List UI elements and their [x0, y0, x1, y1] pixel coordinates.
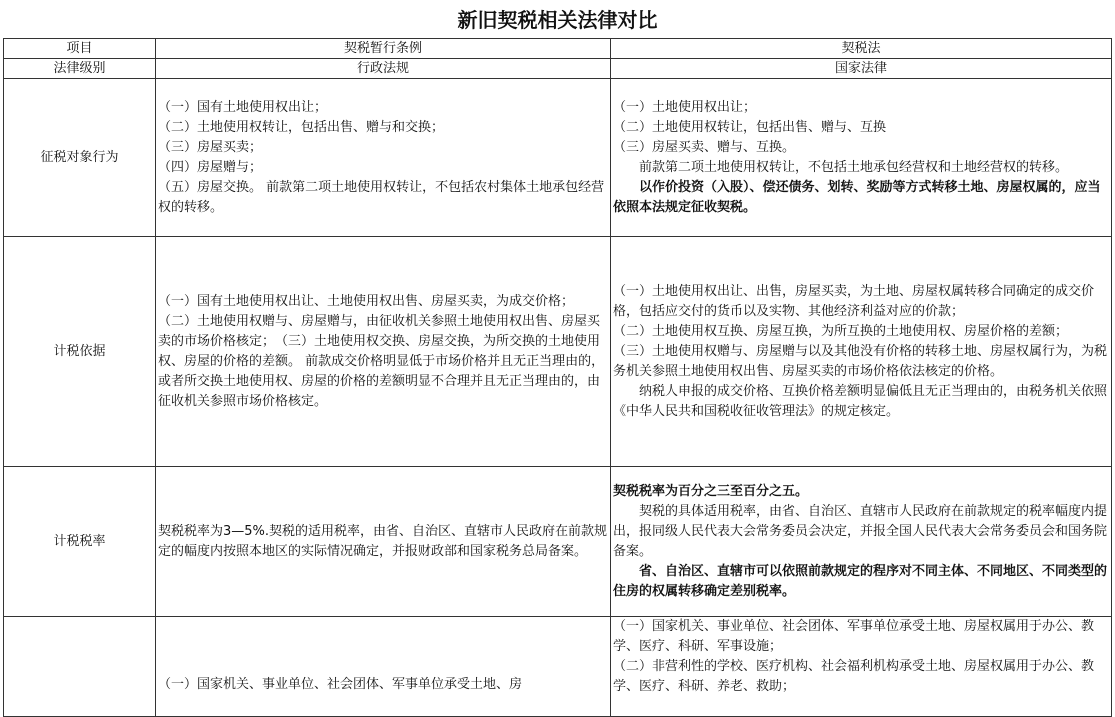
text-line: （二）土地使用权赠与、房屋赠与，由征收机关参照土地使用权出售、房屋买卖的市场价格核定； （三）土地使用权交换、房屋交换，为所交换的土地使用权、房屋的价格的差额。 前款成交价格明显低于市场价格并且无正当理由的，或者所交换土地使用权、房屋的价格的差额明显不合理并且无正当理由的，由征收机关参照市场价格核定。: [158, 313, 605, 409]
old-content: [156, 237, 611, 467]
text-line: （二）土地使用权转让，包括出售、赠与、互换: [613, 119, 887, 135]
text-line-bold: 以作价投资（入股）、偿还债务、划转、奖励等方式转移土地、房屋权属的，应当依照本法规定征收契税。: [613, 179, 1101, 215]
table-row: [4, 617, 1112, 717]
row-label: [4, 617, 156, 717]
text-line: （二）土地使用权转让，包括出售、赠与和交换；: [158, 119, 445, 135]
text-line: （一）国有土地使用权出让；: [158, 99, 328, 115]
text-line: （一）国家机关、事业单位、社会团体、军事单位承受土地、房: [158, 677, 523, 692]
header-item: 项目: [4, 39, 156, 59]
document-title: 新旧契税相关法律对比: [457, 8, 658, 32]
table-header-row: [4, 39, 1112, 59]
text-line: 契税的具体适用税率，由省、自治区、直辖市人民政府在前款规定的税率幅度内提出，报同级人民代表大会常务委员会决定，并报全国人民代表大会常务委员会和国务院备案。: [613, 503, 1108, 559]
text-line: （一）国家机关、事业单位、社会团体、军事单位承受土地、房屋权属用于办公、教学、医疗、科研、军事设施；: [613, 619, 1095, 654]
text-line: 前款第二项土地使用权转让，不包括土地承包经营权和土地经营权的转移。: [639, 159, 1069, 175]
legal-level-label: 法律级别: [4, 59, 156, 79]
row-label: 计税税率: [4, 467, 156, 617]
old-content: [156, 79, 611, 237]
text-line: （一）土地使用权出让；: [613, 99, 757, 115]
new-content: [611, 617, 1112, 717]
table-row: [4, 79, 1112, 237]
old-content: [156, 467, 611, 617]
text-line: （三）土地使用权赠与、房屋赠与以及其他没有价格的转移土地、房屋权属行为，为税务机关参照土地使用权出售、房屋买卖的市场价格依法核定的价格。: [613, 343, 1108, 379]
comparison-table: [3, 38, 1112, 717]
text-line: （二）非营利性的学校、医疗机构、社会福利机构承受土地、房屋权属用于办公、教学、医疗、科研、养老、救助；: [613, 659, 1095, 694]
legal-level-new: 国家法律: [611, 59, 1112, 79]
row-label: 征税对象行为: [4, 79, 156, 237]
text-line: 契税税率为3—5%.契税的适用税率，由省、自治区、直辖市人民政府在前款规定的幅度内按照本地区的实际情况确定，并报财政部和国家税务总局备案。: [158, 523, 608, 559]
text-line: （二）土地使用权互换、房屋互换，为所互换的土地使用权、房屋价格的差额；: [613, 323, 1069, 339]
text-line: （三）房屋买卖；: [158, 139, 263, 155]
table-row: [4, 237, 1112, 467]
new-content: [611, 79, 1112, 237]
new-content: [611, 467, 1112, 617]
legal-level-row: [4, 59, 1112, 79]
row-label: 计税依据: [4, 237, 156, 467]
text-line: （一）国有土地使用权出让、土地使用权出售、房屋买卖，为成交价格；: [158, 293, 575, 309]
text-line: 纳税人申报的成交价格、互换价格差额明显偏低且无正当理由的，由税务机关依照《中华人民共和国税收征收管理法》的规定核定。: [613, 383, 1108, 419]
text-line-bold: 省、自治区、直辖市可以依照前款规定的程序对不同主体、不同地区、不同类型的住房的权属转移确定差别税率。: [613, 563, 1108, 599]
header-new-law: 契税法: [611, 39, 1112, 59]
text-line: （五）房屋交换。 前款第二项土地使用权转让，不包括农村集体土地承包经营权的转移。: [158, 179, 605, 215]
text-line: （四）房屋赠与；: [158, 159, 263, 175]
text-line-bold: 契税税率为百分之三至百分之五。: [613, 483, 809, 499]
text-line: （一）土地使用权出让、出售，房屋买卖，为土地、房屋权属转移合同确定的成交价格，包括应交付的货币以及实物、其他经济利益对应的价款；: [613, 283, 1095, 319]
old-content: [156, 617, 611, 717]
text-line: （三）房屋买卖、赠与、互换。: [613, 139, 796, 155]
header-old-regulation: 契税暂行条例: [156, 39, 611, 59]
legal-level-old: 行政法规: [156, 59, 611, 79]
new-content: [611, 237, 1112, 467]
table-row: [4, 467, 1112, 617]
